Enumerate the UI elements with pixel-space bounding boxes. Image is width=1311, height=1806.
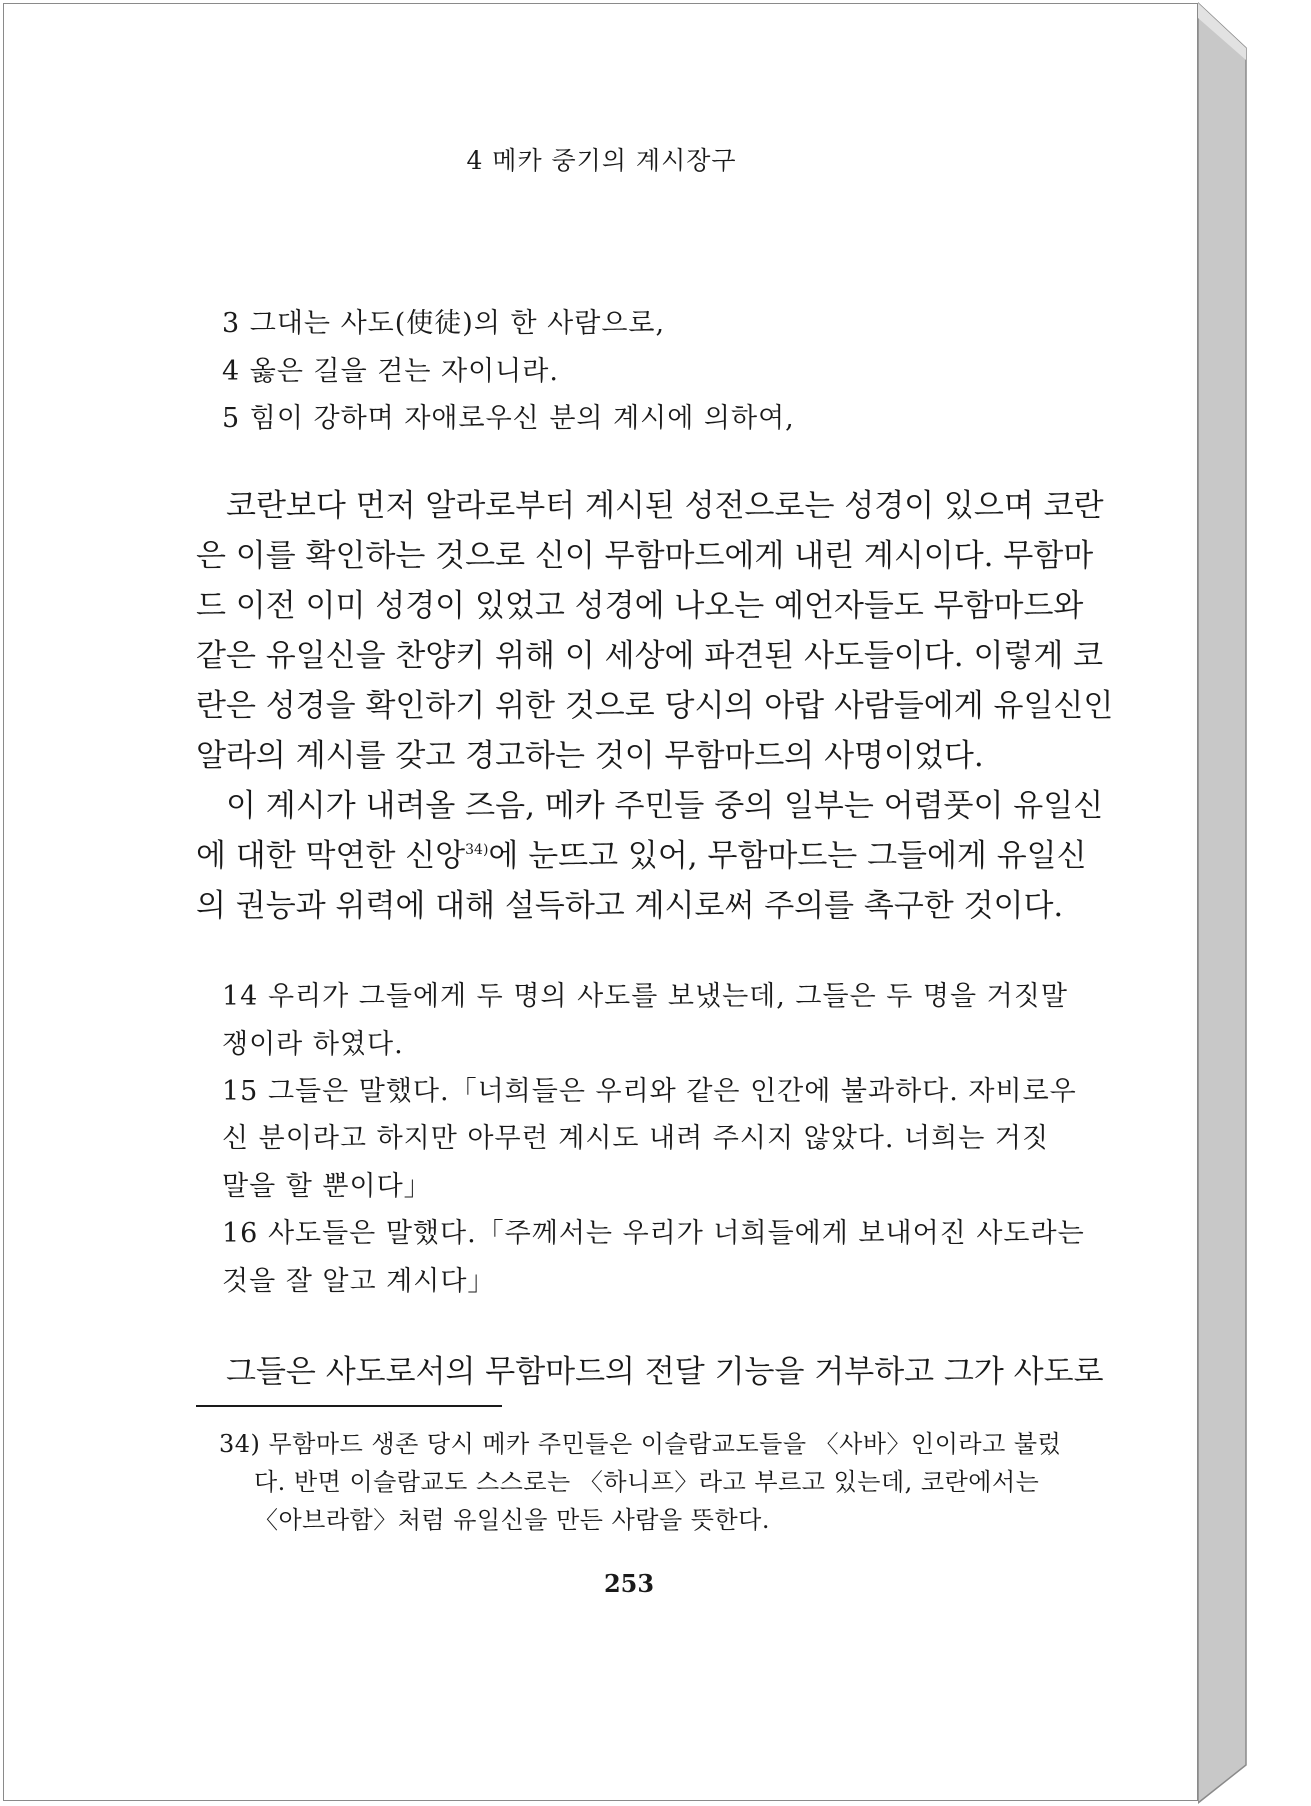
verse-line: 15 그들은 말했다.「너희들은 우리와 같은 인간에 불과하다. 자비로우	[222, 1076, 1077, 1107]
verse-line: 3 그대는 사도(使徒)의 한 사람으로,	[222, 308, 666, 339]
paragraph-text: 에 눈뜨고 있어, 무함마드는 그들에게 유일신	[488, 838, 1087, 874]
footnote-marker: 34)	[465, 842, 489, 858]
paragraph-line: 의 권능과 위력에 대해 설득하고 계시로써 주의를 촉구한 것이다.	[196, 888, 1064, 924]
verse-line: 4 옳은 길을 걷는 자이니라.	[222, 356, 559, 387]
paragraph-line: 드 이전 이미 성경이 있었고 성경에 나오는 예언자들도 무함마드와	[196, 588, 1084, 624]
paragraph-line: 코란보다 먼저 알라로부터 계시된 성전으로는 성경이 있으며 코란	[226, 488, 1104, 524]
paragraph-line: 그들은 사도로서의 무함마드의 전달 기능을 거부하고 그가 사도로	[226, 1354, 1104, 1390]
page	[3, 3, 1198, 1801]
footnote-line: 다. 반면 이슬람교도 스스로는 〈하니프〉라고 부르고 있는데, 코란에서는	[254, 1468, 1040, 1496]
paragraph-line: 알라의 계시를 갖고 경고하는 것이 무함마드의 사명이었다.	[196, 738, 984, 774]
paragraph-line: 같은 유일신을 찬양키 위해 이 세상에 파견된 사도들이다. 이렇게 코	[196, 638, 1104, 674]
verse-line: 5 힘이 강하며 자애로우신 분의 계시에 의하여,	[222, 403, 795, 434]
verse-line: 말을 할 뿐이다」	[222, 1171, 432, 1202]
footnote-divider	[196, 1405, 502, 1407]
paragraph-line: 이 계시가 내려올 즈음, 메카 주민들 중의 일부는 어렴풋이 유일신	[226, 788, 1104, 824]
verse-line: 것을 잘 알고 계시다」	[222, 1266, 496, 1297]
verse-line: 16 사도들은 말했다.「주께서는 우리가 너희들에게 보내어진 사도라는	[222, 1218, 1085, 1249]
verse-line: 신 분이라고 하지만 아무런 계시도 내려 주시지 않았다. 너희는 거짓	[222, 1123, 1050, 1154]
running-header: 4 메카 중기의 계시장구	[466, 146, 737, 175]
verse-line: 쟁이라 하였다.	[222, 1029, 404, 1060]
paragraph-line	[196, 830, 1087, 875]
paragraph-line: 은 이를 확인하는 것으로 신이 무함마드에게 내린 계시이다. 무함마	[196, 538, 1094, 574]
page-number: 253	[603, 1569, 655, 1598]
paragraph-text: 에 대한 막연한 신앙	[196, 838, 466, 874]
verse-line: 14 우리가 그들에게 두 명의 사도를 보냈는데, 그들은 두 명을 거짓말	[222, 981, 1068, 1012]
footnote-line: 〈아브라함〉처럼 유일신을 만든 사람을 뜻한다.	[254, 1506, 770, 1534]
footnote-line: 34) 무함마드 생존 당시 메카 주민들은 이슬람교도들을 〈사바〉인이라고 불렀	[219, 1430, 1062, 1458]
paragraph-line: 란은 성경을 확인하기 위한 것으로 당시의 아랍 사람들에게 유일신인	[196, 688, 1114, 724]
book-edge	[1198, 0, 1250, 1806]
